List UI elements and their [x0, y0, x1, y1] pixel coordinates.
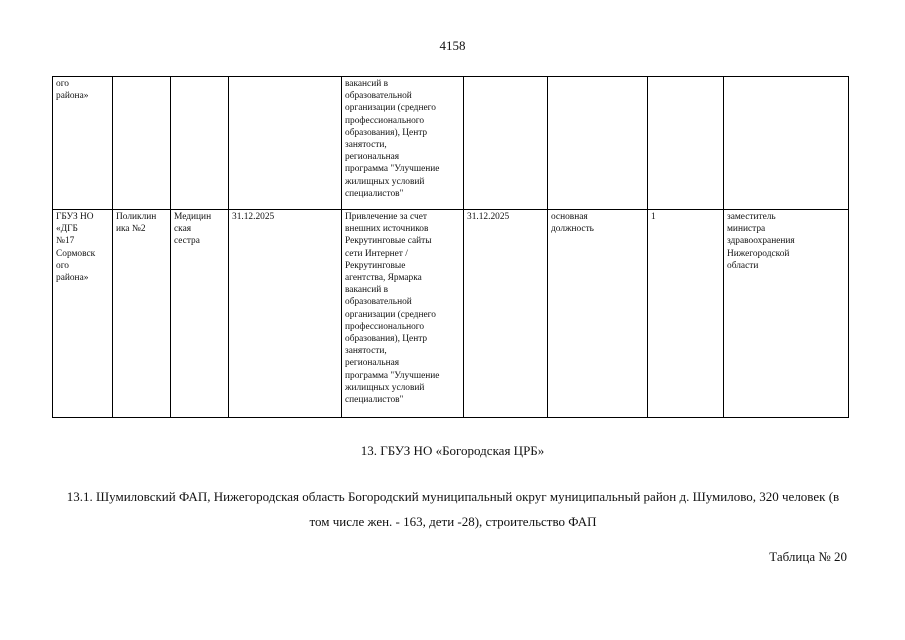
table-cell: 31.12.2025 [464, 210, 548, 418]
table-caption: Таблица № 20 [769, 549, 847, 564]
table-row [53, 77, 849, 210]
table-cell: заместитель министра здравоохранения Нижегородской области [724, 210, 849, 418]
section-heading: 13. ГБУЗ НО «Богородская ЦРБ» [360, 443, 545, 458]
table-cell: 1 [648, 210, 724, 418]
table-cell: Поликлин ика №2 [113, 210, 171, 418]
table-cell: Медицин ская сестра [171, 210, 229, 418]
table-cell: ого района» [53, 77, 113, 210]
table-cell [171, 77, 229, 210]
table-cell: ГБУЗ НО «ДГБ №17 Сормовск ого района» [53, 210, 113, 418]
table-cell [648, 77, 724, 210]
table-cell: вакансий в образовательной организации (среднего профессионального образования), Центр занятости, региональная программа "Улучшение жилищных условий специалистов" [342, 77, 464, 210]
page-number: 4158 [439, 38, 466, 53]
table-cell [464, 77, 548, 210]
table-cell: основная должность [548, 210, 648, 418]
table-cell [548, 77, 648, 210]
table-cell [113, 77, 171, 210]
staffing-table [52, 76, 849, 418]
subsection-text: 13.1. Шумиловский ФАП, Нижегородская область Богородский муниципальный округ муниципальный район д. Шумилово, 320 человек (в том числе жен. - 163, дети -28), строительство ФАП [66, 489, 840, 529]
table-cell [724, 77, 849, 210]
table-cell [229, 77, 342, 210]
table-cell: Привлечение за счет внешних источников Рекрутинговые сайты сети Интернет / Рекрутинговые агентства, Ярмарка вакансий в образовательной организации (среднего профессионального образования), Центр занятости, региональная программа "Улучшение жилищных условий специалистов" [342, 210, 464, 418]
table-cell: 31.12.2025 [229, 210, 342, 418]
table-row [53, 210, 849, 418]
